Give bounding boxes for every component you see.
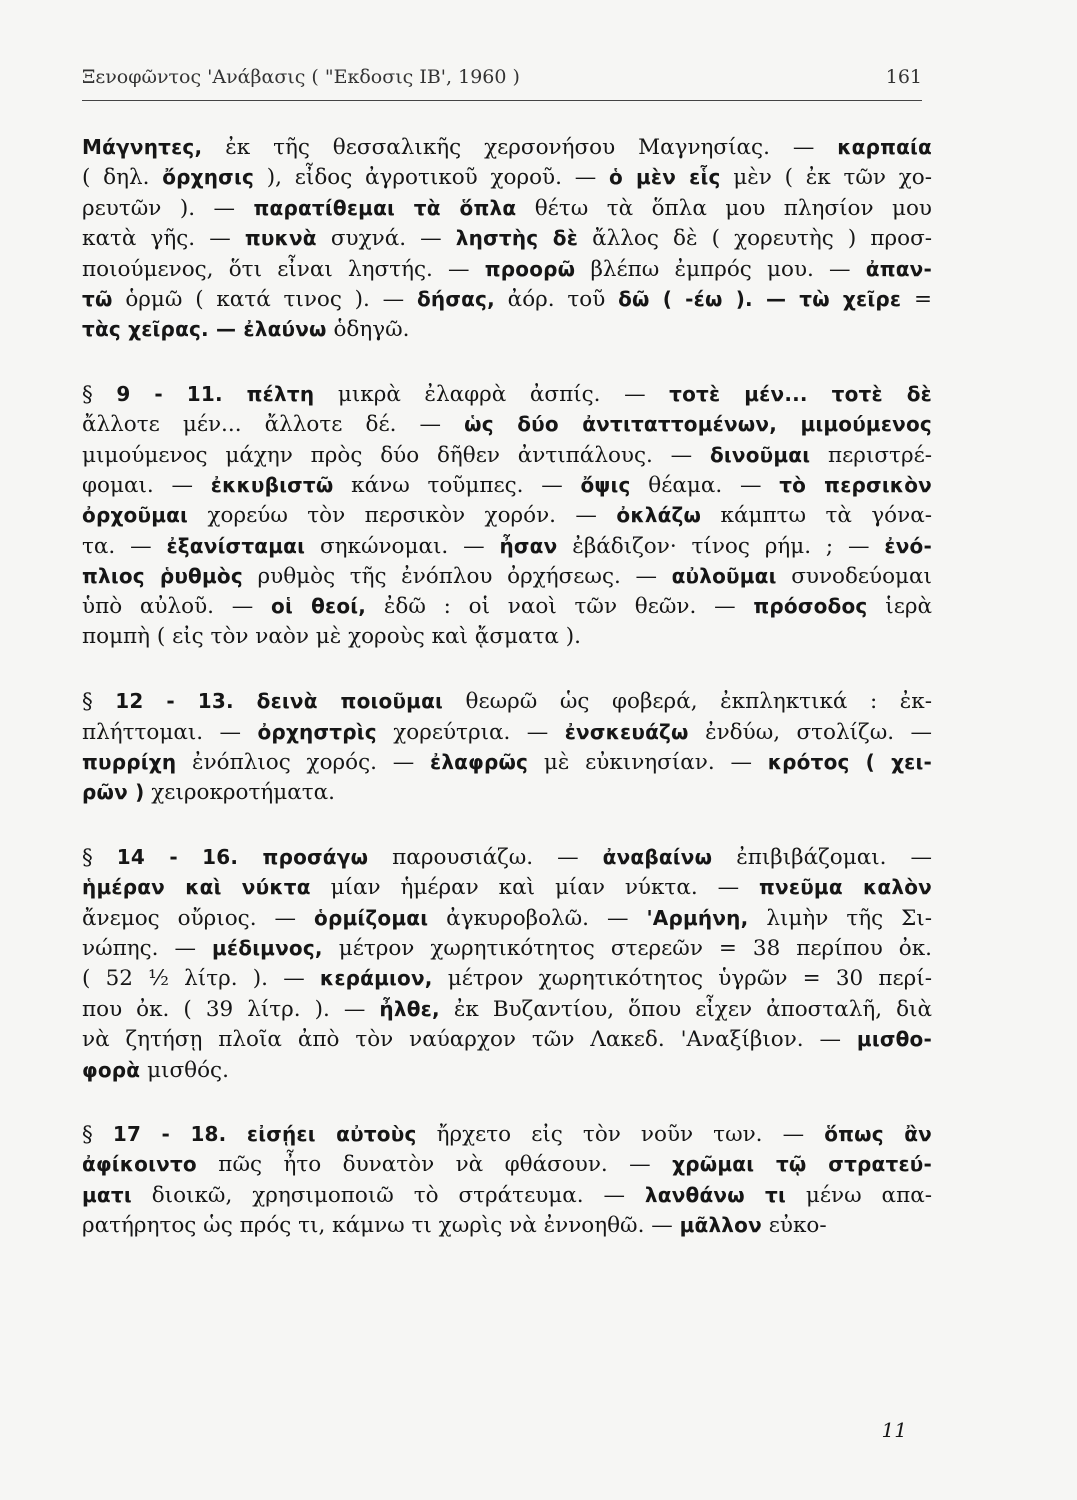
headword: ἀναβαίνω — [602, 844, 713, 869]
glossary-paragraph — [82, 842, 932, 1085]
text-line — [82, 903, 932, 933]
headword: δινοῦμαι — [709, 442, 811, 467]
gloss-text: μέτρον χωρητικότητος στερεῶν = 38 περίπου ὀκ. — [322, 935, 932, 961]
headword: ἀπαν- — [865, 256, 932, 281]
headword: μᾶλλον — [679, 1213, 762, 1238]
text-line — [82, 933, 932, 963]
gloss-text: λιμὴν τῆς Σι- — [748, 905, 932, 931]
gloss-text: νὰ ζητήσῃ πλοῖα ἀπὸ τὸν ναύαρχον τῶν Λακεδ. 'Αναξίβιον. — — [82, 1027, 857, 1053]
gloss-text: πλήττομαι. — — [82, 719, 258, 745]
gloss-text: ἐβάδιζον· τίνος ρήμ. ; — — [557, 533, 885, 559]
headword: χρῶμαι τῷ στρατεύ- — [672, 1152, 932, 1177]
headword: ἡμέραν καὶ νύκτα — [82, 875, 311, 900]
text-line — [82, 1210, 932, 1240]
gloss-text: § — [82, 844, 117, 870]
headword: οἱ θεοί, — [271, 594, 367, 619]
headword: ὄρχησις — [162, 165, 255, 190]
text-line — [82, 440, 932, 470]
gloss-text: ), εἶδος ἀγροτικοῦ χοροῦ. — — [254, 165, 609, 191]
gloss-text: συνοδεύομαι — [776, 564, 932, 590]
gloss-text: ἐνόπλιος χορός. — — [176, 750, 430, 776]
gloss-text: μὲ εὐκινησίαν. — — [528, 750, 768, 776]
gloss-text: ἤρχετο εἰς τὸν νοῦν των. — — [416, 1121, 825, 1147]
headword: τὸ περσικὸν — [779, 472, 932, 497]
headword: πνεῦμα καλὸν — [759, 875, 932, 900]
gloss-text: που ὀκ. ( 39 λίτρ. ). — — [82, 996, 380, 1022]
gloss-text: χειροκροτήματα. — [144, 780, 335, 806]
gloss-text: ἐκ τῆς θεσσαλικῆς χερσονήσου Μαγνησίας. — — [202, 135, 838, 160]
text-line — [82, 777, 932, 807]
gloss-text: ρατήρητος ὡς πρός τι, κάμνω τι χωρὶς νὰ ἐννοηθῶ. — — [82, 1213, 680, 1239]
headword: ἐνό- — [884, 533, 932, 558]
gloss-text: ἐδῶ : οἱ ναοὶ τῶν θεῶν. — — [366, 594, 754, 620]
gloss-text: ἄλλοτε μέν... ἄλλοτε δέ. — — [82, 412, 465, 438]
gloss-text: μικρὰ ἐλαφρὰ ἀσπίς. — — [314, 381, 670, 407]
gloss-text: σηκώνομαι. — — [305, 533, 500, 559]
headword: Μάγνητες, — [82, 135, 203, 159]
gloss-text: συχνά. — — [316, 226, 456, 252]
text-line — [82, 747, 932, 777]
gloss-text: μιμούμενος μάχην πρὸς δύο δῆθεν ἀντιπάλους. — — [82, 442, 710, 468]
gloss-text: ἱερὰ — [867, 594, 932, 620]
gloss-text: μένω απα- — [786, 1182, 932, 1208]
text-line — [82, 1149, 932, 1179]
headword: κεράμιον, — [319, 966, 433, 991]
text-line — [82, 963, 932, 993]
gloss-text: νώπης. — — [82, 935, 212, 961]
headword: ὅπως ἂν — [824, 1121, 932, 1146]
headword: ἀφίκοιντο — [82, 1152, 197, 1177]
headword: φορὰ — [82, 1057, 141, 1082]
gloss-text: περιστρέ- — [810, 442, 932, 468]
text-line — [82, 622, 932, 652]
gloss-text: μισθός. — [140, 1057, 229, 1083]
signature-mark: 11 — [881, 1418, 907, 1442]
headword: 9 - 11. πέλτη — [116, 381, 315, 406]
gloss-text: ἄλλος δὲ ( χορευτὴς ) προσ- — [578, 226, 932, 252]
gloss-text: μίαν ἡμέραν καὶ μίαν νύκτα. — — [310, 875, 760, 901]
headword: 17 - 18. εἰσῄει αὐτοὺς — [112, 1121, 417, 1146]
gloss-text: διοικῶ, χρησιμοποιῶ τὸ στράτευμα. — — [131, 1182, 645, 1208]
text-line — [82, 717, 932, 747]
headword: ἐλαφρῶς — [429, 750, 529, 775]
glossary-body — [82, 132, 932, 1241]
text-line — [82, 500, 932, 530]
gloss-text: = — [901, 286, 932, 312]
text-line — [82, 223, 932, 253]
headword: ρῶν ) — [82, 780, 145, 805]
glossary-paragraph — [82, 132, 932, 345]
gloss-text: πομπὴ ( εἰς τὸν ναὸν μὲ χοροὺς καὶ ᾄσματα ). — [82, 623, 581, 649]
headword: ὁρμίζομαι — [314, 905, 429, 930]
headword: ὀρχηστρὶς — [257, 719, 377, 744]
text-line — [82, 872, 932, 902]
text-line — [82, 561, 932, 591]
headword: ματι — [82, 1182, 132, 1207]
gloss-text: ( δηλ. — [82, 165, 163, 191]
gloss-text: χορεύω τὸν περσικὸν χορόν. — — [188, 503, 617, 529]
text-line — [82, 409, 932, 439]
gloss-text: ὁρμῶ ( κατά τινος ). — — [112, 286, 417, 312]
gloss-text: ποιούμενος, ὅτι εἶναι ληστής. — — [82, 256, 485, 282]
gloss-text: ἐνδύω, στολίζω. — — [688, 719, 932, 745]
text-line — [82, 254, 932, 284]
gloss-text: παρουσιάζω. — — [368, 844, 603, 870]
headword: ἐξανίσταμαι — [166, 533, 306, 558]
gloss-text: πῶς ἦτο δυνατὸν νὰ φθάσουν. — — [196, 1152, 673, 1178]
gloss-text: κάνω τοῦμπες. — — [333, 472, 581, 498]
running-header — [82, 66, 922, 96]
headword: ἐνσκευάζω — [564, 719, 689, 744]
headword: τῶ — [82, 286, 113, 311]
headword: προορῶ — [484, 256, 576, 281]
headword: ληστὴς δὲ — [455, 226, 579, 251]
gloss-text: μέτρον χωρητικότητος ὑγρῶν = 30 περί- — [432, 966, 932, 992]
gloss-text: βλέπω ἐμπρός μου. — — [575, 256, 866, 282]
headword: ἐκκυβιστῶ — [210, 472, 334, 497]
glossary-paragraph — [82, 686, 932, 808]
running-title: Ξενοφῶντος 'Ανάβασις ( "Εκδοσις ΙΒ', 1960 ) — [82, 66, 520, 88]
gloss-text: εὐκο- — [761, 1213, 827, 1239]
header-rule — [82, 100, 922, 101]
gloss-text: § — [82, 1121, 113, 1147]
page-number: 161 — [885, 66, 922, 88]
headword: ὀρχοῦμαι — [82, 503, 189, 528]
text-line — [82, 1024, 932, 1054]
gloss-text: χορεύτρια. — — [376, 719, 565, 745]
glossary-paragraph — [82, 379, 932, 653]
headword: δῶ ( -έω ). — τὼ χεῖρε — [618, 286, 902, 311]
gloss-text: ( 52 ½ λίτρ. ). — — [82, 966, 320, 992]
headword: αὐλοῦμαι — [671, 564, 777, 589]
gloss-text: θεωρῶ ὡς φοβερά, ἐκπληκτικά : ἐκ- — [443, 689, 932, 715]
text-line — [82, 132, 932, 162]
text-line — [82, 1119, 932, 1149]
gloss-text: ρυθμὸς τῆς ἐνόπλου ὀρχήσεως. — — [242, 564, 672, 590]
gloss-text: ὁδηγῶ. — [326, 317, 410, 343]
gloss-text: ἀόρ. τοῦ — [494, 286, 619, 312]
headword: πυρρίχη — [82, 750, 177, 775]
gloss-text: § — [82, 689, 116, 715]
text-line — [82, 379, 932, 409]
gloss-text: τα. — — [82, 533, 167, 559]
gloss-text: φομαι. — — [82, 472, 211, 498]
gloss-text: ἀγκυροβολῶ. — — [428, 905, 647, 931]
gloss-text: ρευτῶν ). — — [82, 195, 254, 221]
headword: καρπαία — [837, 135, 932, 159]
headword: πλιος ῥυθμὸς — [82, 564, 243, 589]
text-line — [82, 994, 932, 1024]
text-line — [82, 842, 932, 872]
headword: ὡς δύο ἀντιταττομένων, μιμούμενος — [464, 412, 932, 437]
gloss-text: μὲν ( ἐκ τῶν χο- — [720, 165, 932, 191]
headword: λανθάνω τι — [644, 1182, 787, 1207]
text-line — [82, 1055, 932, 1085]
headword: ὄψις — [580, 472, 631, 497]
text-line — [82, 193, 932, 223]
gloss-text: ἐκ Βυζαντίου, ὅπου εἶχεν ἀποσταλῆ, διὰ — [439, 996, 932, 1022]
headword: τοτὲ μέν... τοτὲ δὲ — [669, 381, 932, 406]
gloss-text: ὑπὸ αὐλοῦ. — — [82, 594, 272, 620]
headword: τὰς χεῖρας. — ἐλαύνω — [82, 317, 327, 342]
headword: ὁ μὲν εἷς — [608, 165, 721, 190]
gloss-text: θέτω τὰ ὅπλα μου πλησίον μου — [516, 195, 932, 221]
text-line — [82, 314, 932, 344]
gloss-text: κάμπτω τὰ γόνα- — [701, 503, 932, 529]
headword: ἦλθε, — [379, 996, 440, 1021]
gloss-text: ἐπιβιβάζομαι. — — [712, 844, 932, 870]
headword: κρότος ( χει- — [767, 750, 932, 775]
headword: 'Αρμήνη, — [646, 905, 749, 930]
headword: μέδιμνος, — [212, 935, 323, 960]
headword: μισθο- — [856, 1027, 932, 1052]
headword: ἦσαν — [499, 533, 558, 558]
headword: παρατίθεμαι τὰ ὅπλα — [253, 195, 517, 220]
headword: ὀκλάζω — [616, 503, 702, 528]
headword: δήσας, — [416, 286, 495, 311]
text-line — [82, 591, 932, 621]
text-line — [82, 284, 932, 314]
headword: 12 - 13. δεινὰ ποιοῦμαι — [115, 689, 444, 714]
gloss-text: θέαμα. — — [630, 472, 780, 498]
headword: πυκνὰ — [244, 226, 317, 251]
text-line — [82, 1180, 932, 1210]
headword: πρόσοδος — [753, 594, 868, 619]
text-line — [82, 162, 932, 192]
headword: 14 - 16. προσάγω — [116, 844, 369, 869]
gloss-text: κατὰ γῆς. — — [82, 226, 245, 252]
gloss-text: ἄνεμος οὔριος. — — [82, 905, 315, 931]
glossary-paragraph — [82, 1119, 932, 1241]
text-line — [82, 470, 932, 500]
text-line — [82, 531, 932, 561]
gloss-text: § — [82, 381, 117, 407]
text-line — [82, 686, 932, 716]
